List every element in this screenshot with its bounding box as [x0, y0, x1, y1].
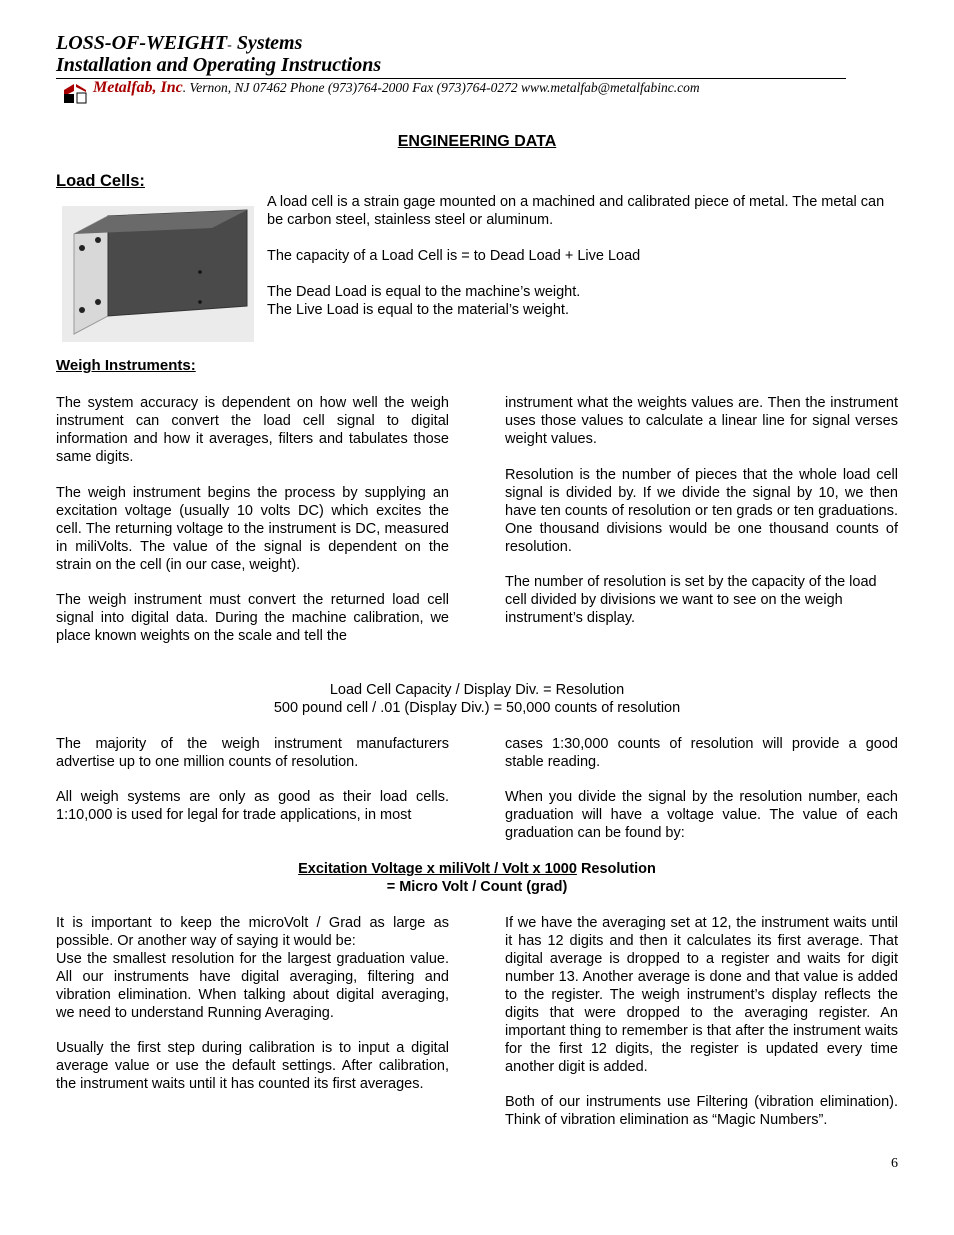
averaging-left-paragraph-3: Usually the first step during calibration is to input a digital average value or use the default settings. After calibration, the instrument waits until it has counted its first averages.	[56, 1040, 449, 1092]
resolution-formula-line-1: Load Cell Capacity / Display Div. = Resolution	[329, 682, 625, 698]
title-rest: Systems	[231, 32, 303, 54]
microvolt-formula-line-1	[0, 860, 954, 878]
load-cell-image-icon	[62, 206, 254, 342]
load-cell-paragraph-1: A load cell is a strain gage mounted on a machined and calibrated piece of metal. The metal can be carbon steel, stainless steel or aluminum.	[267, 194, 885, 228]
company-name: Metalfab, Inc	[93, 79, 183, 96]
resolution-formula-line-2: 500 pound cell / .01 (Display Div.) = 50,000 counts of resolution	[273, 700, 681, 716]
main-heading-text: ENGINEERING DATA	[397, 133, 557, 150]
company-contact: . Vernon, NJ 07462 Phone (973)764-2000 Fax (973)764-0272 www.metalfab@metalfabinc.com	[182, 80, 700, 95]
averaging-right-paragraph-2: Both of our instruments use Filtering (vibration elimination). Think of vibration elimination as “Magic Numbers”.	[505, 1094, 898, 1128]
weigh-left-paragraph-2: The weigh instrument begins the process by supplying an excitation voltage (usually 10 volts DC) which excites the cell. The returning voltage to the instrument is DC, measured in miliVolts. The value of the signal is dependent on the strain on the cell (in our case, weight).	[56, 485, 449, 573]
averaging-right-paragraph-1: If we have the averaging set at 12, the instrument waits until it has 12 digits and then it calculates its first average. That digital average is dropped to a register and waits for digit number 13. Another average is done and that value is added to the register. The weigh instrument’s display reflects the digits that were dropped to the averaging register. An important thing to remember is that after the instrument waits for the first 12 digits, the register is updated every time another digit is added.	[505, 915, 898, 1075]
dead-load-text: The Dead Load is equal to the machine’s weight.	[267, 284, 581, 300]
metalfab-logo-icon	[62, 82, 88, 104]
resolution-left-paragraph-1: The majority of the weigh instrument manufacturers advertise up to one million counts of resolution.	[56, 736, 449, 770]
weigh-instruments-heading: Weigh Instruments:	[56, 357, 196, 374]
title-text: LOSS-OF-WEIGHT	[56, 32, 228, 54]
main-heading	[0, 133, 954, 151]
live-load-text: The Live Load is equal to the material’s weight.	[267, 302, 569, 318]
weigh-left-paragraph-3: The weigh instrument must convert the returned load cell signal into digital data. During the machine calibration, we place known weights on the scale and tell the	[56, 592, 449, 644]
averaging-left-paragraph-1: It is important to keep the microVolt / Grad as large as possible. Or another way of saying it would be:	[56, 915, 449, 949]
resolution-right-paragraph-2: When you divide the signal by the resolution number, each graduation will have a voltage value. The value of each graduation can be found by:	[505, 789, 898, 841]
resolution-right-paragraph-1: cases 1:30,000 counts of resolution will provide a good stable reading.	[505, 736, 898, 770]
resolution-left-paragraph-2: All weigh systems are only as good as their load cells. 1:10,000 is used for legal for trade applications, in most	[56, 789, 449, 823]
averaging-left-paragraph-2: Use the smallest resolution for the largest graduation value. All our instruments have digital averaging, filtering and vibration elimination. When talking about digital averaging, we need to understand Running Averaging.	[56, 951, 449, 1021]
weigh-right-paragraph-2: Resolution is the number of pieces that the whole load cell signal is divided by. If we divide the signal by 10, we then have ten counts of resolution or ten grads or ten graduations. One thousand divisions would be one thousand counts of resolution.	[505, 467, 898, 555]
document-subtitle: Installation and Operating Instructions	[56, 54, 382, 76]
weigh-right-paragraph-3: The number of resolution is set by the capacity of the load cell divided by divisions we want to see on the weigh instrument’s display.	[505, 574, 877, 626]
microvolt-formula-denominator: Resolution	[576, 861, 656, 877]
load-cell-photo	[62, 206, 254, 342]
weigh-left-paragraph-1: The system accuracy is dependent on how well the weigh instrument can convert the load cell signal to digital information and how it averages, filters and tabulates those same digits.	[56, 395, 449, 465]
load-cells-heading: Load Cells:	[56, 172, 145, 190]
page-number: 6	[891, 1156, 898, 1171]
company-contact-line	[93, 79, 700, 97]
title-dash: -	[227, 38, 232, 53]
microvolt-formula-line-2: = Micro Volt / Count (grad)	[386, 879, 568, 895]
load-cell-paragraph-2: The capacity of a Load Cell is = to Dead Load + Live Load	[267, 248, 641, 264]
weigh-right-paragraph-1: instrument what the weights values are. Then the instrument uses those values to calculate a linear line for signal verses weight values.	[505, 395, 898, 447]
microvolt-formula-numerator: Excitation Voltage x miliVolt / Volt x 1000	[298, 861, 577, 877]
